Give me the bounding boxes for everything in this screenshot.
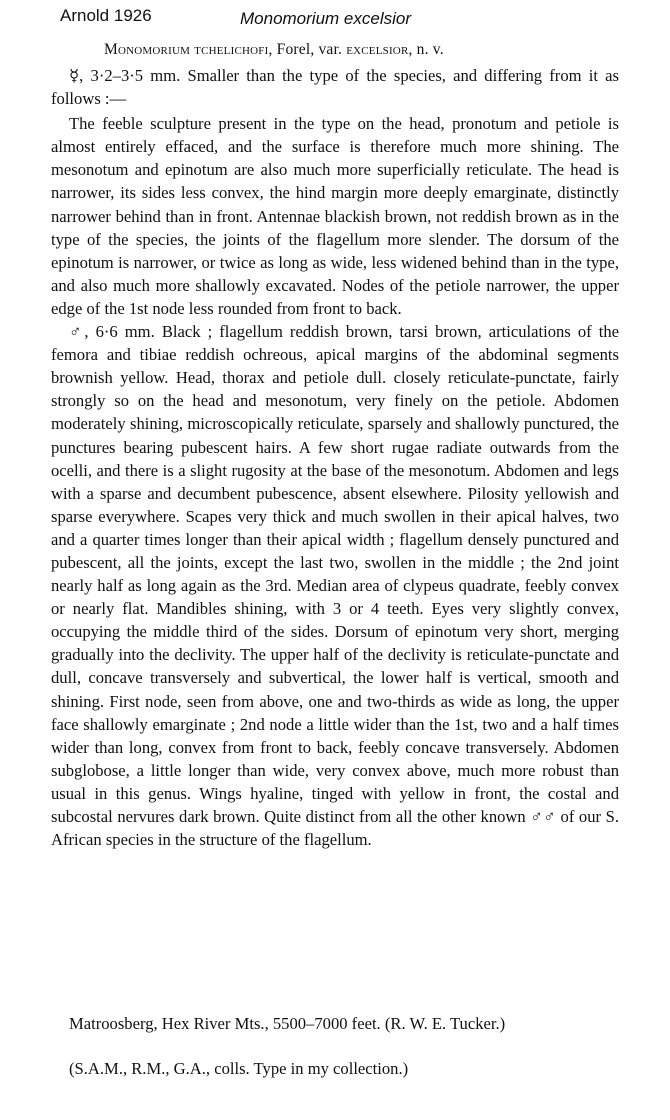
taxon-title	[104, 41, 444, 59]
header-species-name: Monomorium excelsior	[240, 9, 411, 28]
worker-intro-paragraph: ☿, 3·2–3·5 mm. Smaller than the type of the species, and differing from it as follows :—	[51, 66, 619, 109]
header-author-year: Arnold 1926	[60, 6, 152, 25]
worker-description-paragraph: The feeble sculpture present in the type on the head, pronotum and petiole is almost entirely effaced, and the surface is therefore much more shining. The mesonotum and epinotum are also much more superficially reticulate. The head is narrower, its sides less convex, the hind margin more deeply emarginate, distinctly narrower behind than in front. Antennae blackish brown, not reddish brown as in the type of the species, the joints of the flagellum more slender. The dorsum of the epinotum is narrower, or twice as long as wide, less widened behind than in the type, and also much more shallowly excavated. Nodes of the petiole narrower, the upper edge of the 1st node less rounded from front to back.	[51, 114, 619, 318]
male-description-paragraph: ♂, 6·6 mm. Black ; flagellum reddish brown, tarsi brown, articulations of the femora and tibiae reddish ochreous, apical margins of the abdominal segments brownish yellow. Head, thorax and petiole dull. closely reticulate-punctate, fairly strongly so on the head and mesonotum, very finely on the petiole. Abdomen moderately shining, microscopically reticulate, sparsely and shallowly punctured, the punctures bearing pubescent hairs. A few short rugae radiate outwards from the ocelli, and there is a slight rugosity at the base of the mesonotum. Abdomen and legs with a sparse and decumbent pubescence, absent elsewhere. Pilosity yellowish and sparse everywhere. Scapes very thick and much swollen in their apical halves, two and a quarter times longer than their apical width ; flagellum densely punctured and pubescent, all the joints, except the last two, swollen in the middle ; the 2nd joint nearly half as long again as the 3rd. Median area of clypeus quadrate, feebly convex or nearly flat. Mandibles shining, with 3 or 4 teeth. Eyes very slightly convex, occupying the middle third of the sides. Dorsum of epinotum very short, merging gradually into the declivity. The upper half of the declivity is reticulate-punctate and dull, concave transversely and subvertical, the lower half is vertical, smooth and shining. First node, seen from above, one and two-thirds as wide as long, the upper face shallowly emarginate ; 2nd node a little wider than the 1st, two and a half times wider than long, convex from front to back, feebly concave transversely. Abdomen subglobose, a little longer than wide, very convex above, much more robust than usual in this genus. Wings hyaline, tinged with yellow in front, the costal and subcostal nervures dark brown. Quite distinct from all the other known ♂♂ of our S. African species in the structure of the flagellum.	[51, 322, 619, 850]
title-authority: , Forel, var.	[268, 41, 347, 58]
collections-paragraph: (S.A.M., R.M., G.A., colls. Type in my collection.)	[69, 1059, 409, 1078]
title-suffix: , n. v.	[408, 41, 444, 58]
title-variety: excelsior	[346, 41, 409, 58]
title-genus: Monomorium	[104, 41, 191, 58]
locality-paragraph: Matroosberg, Hex River Mts., 5500–7000 feet. (R. W. E. Tucker.)	[69, 1014, 506, 1033]
title-species: tchelichofi	[194, 41, 269, 58]
description-body	[51, 64, 619, 851]
